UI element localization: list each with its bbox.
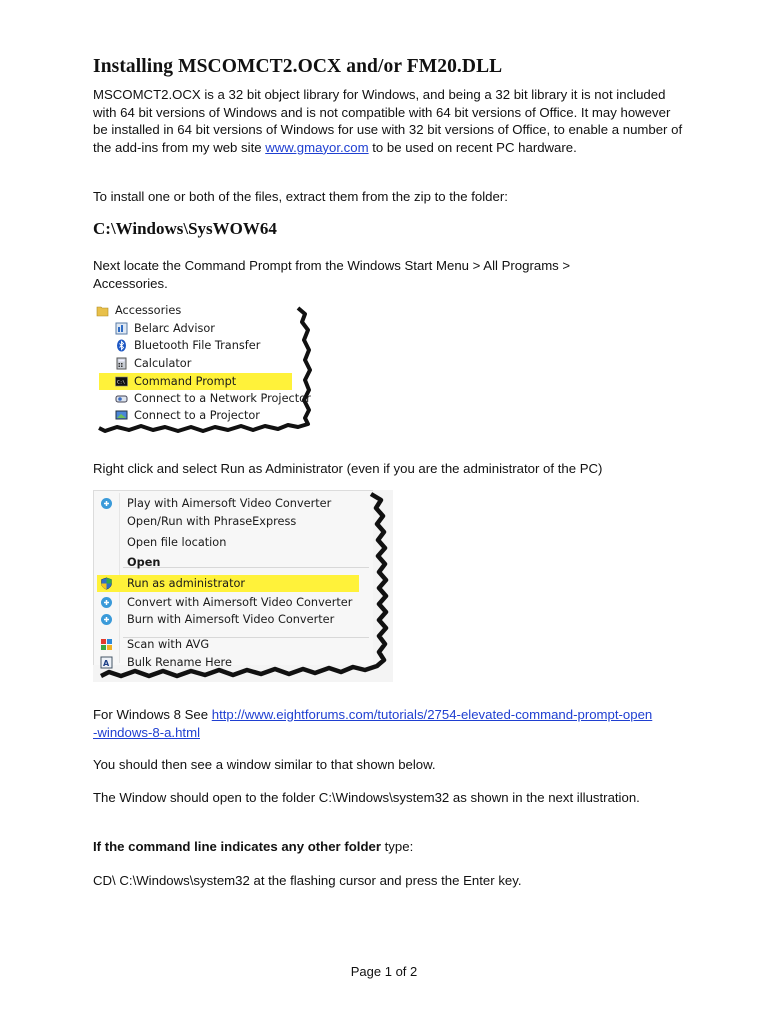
command-prompt-icon (115, 375, 128, 388)
svg-text:A: A (103, 659, 110, 668)
window-paragraph: You should then see a window similar to that shown below. (93, 757, 436, 772)
context-menu-screenshot (93, 490, 393, 682)
menu-item-label: Scan with AVG (127, 638, 210, 651)
menu-item-label: Command Prompt (134, 375, 237, 388)
menu-item-label: Run as administrator (127, 577, 246, 590)
other-folder-bold: If the command line indicates any other folder (93, 839, 381, 854)
menu-item-label: Bulk Rename Here (127, 656, 232, 669)
network-projector-icon (115, 392, 128, 405)
accessories-label: Accessories (115, 304, 182, 317)
extract-paragraph: To install one or both of the files, extract them from the zip to the folder: (93, 189, 508, 204)
svg-text:C:\: C:\ (117, 380, 126, 386)
bulk-rename-icon (100, 656, 113, 669)
menu-item-label: Convert with Aimersoft Video Converter (127, 596, 353, 609)
menu-item-label: Bluetooth File Transfer (134, 339, 261, 352)
windows8-prefix: For Windows 8 See (93, 707, 212, 722)
projector-icon (115, 409, 128, 422)
aimersoft-icon (100, 497, 113, 510)
aimersoft-icon (100, 596, 113, 609)
intro-paragraph (93, 86, 683, 156)
other-folder-paragraph (93, 838, 683, 856)
uac-shield-icon (100, 577, 113, 590)
right-click-paragraph: Right click and select Run as Administrator (even if you are the administrator of the PC) (93, 461, 603, 476)
other-folder-rest: type: (380, 839, 414, 854)
folder-paragraph: The Window should open to the folder C:\Windows\system32 as shown in the next illustration. (93, 790, 640, 805)
page-footer: Page 1 of 2 (350, 964, 418, 979)
eightforums-link[interactable]: http://www.eightforums.com/tutorials/2754-elevated-command-prompt-open-windows-8-a.html (93, 707, 653, 740)
intro-text-end: to be used on recent PC hardware. (368, 139, 577, 155)
bluetooth-icon (115, 339, 128, 352)
locate-paragraph: Next locate the Command Prompt from the Windows Start Menu > All Programs > Accessories. (93, 258, 571, 291)
windows8-paragraph (93, 706, 653, 741)
cd-paragraph: CD\ C:\Windows\system32 at the flashing cursor and press the Enter key. (93, 873, 522, 888)
menu-item-label: Burn with Aimersoft Video Converter (127, 613, 335, 626)
aimersoft-icon (100, 613, 113, 626)
accessories-screenshot (93, 300, 325, 440)
calculator-icon (115, 357, 128, 370)
folder-path-heading: C:\Windows\SysWOW64 (93, 219, 277, 238)
avg-icon (100, 638, 113, 651)
menu-item-label: Connect to a Network Projector (134, 392, 311, 405)
page-title: Installing MSCOMCT2.OCX and/or FM20.DLL (93, 56, 503, 77)
intro-text: MSCOMCT2.OCX is a 32 bit object library for Windows, and being a 32 bit library it is not included with 64 bit versions of Windows and is not compatible with 64 bit versions of Office. It may however be installed in 64 bit versions of Windows for use with 32 bit versions of Office, to enable a number of the add-ins from my web site (93, 87, 683, 155)
menu-item-label: Play with Aimersoft Video Converter (127, 497, 332, 510)
menu-item-label: Belarc Advisor (134, 322, 215, 335)
menu-item-label: Open/Run with PhraseExpress (127, 515, 297, 528)
menu-item-label: Calculator (134, 357, 192, 370)
folder-icon (96, 304, 109, 317)
menu-item-label: Open file location (127, 536, 227, 549)
menu-item-label: Open (127, 556, 161, 569)
menu-item-label: Connect to a Projector (134, 409, 260, 422)
belarc-icon (115, 322, 128, 335)
gmayor-link[interactable]: www.gmayor.com (265, 139, 369, 155)
